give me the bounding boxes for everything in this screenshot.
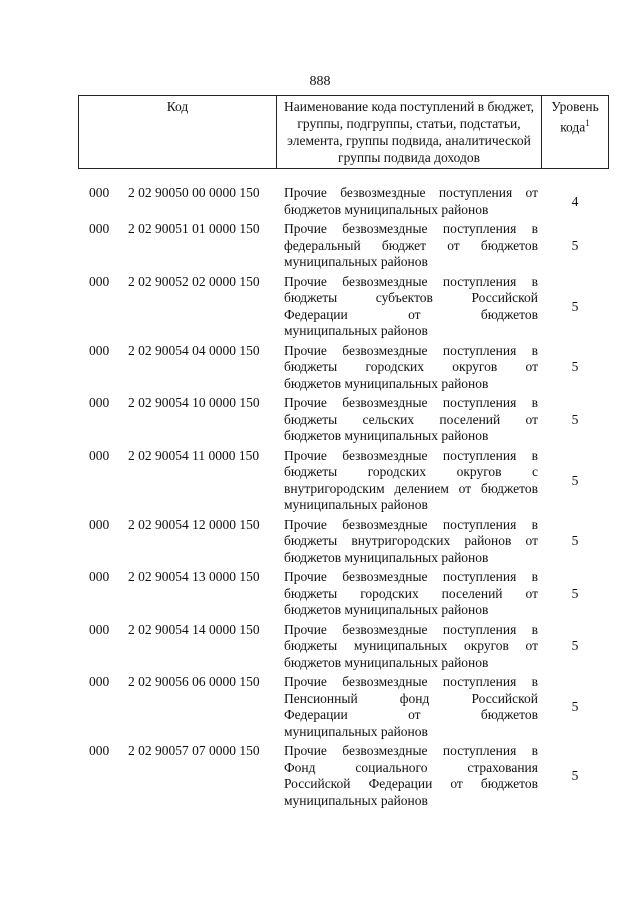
revenue-code: 2 02 90054 11 0000 150 xyxy=(128,447,260,463)
table-row xyxy=(0,343,640,393)
revenue-name xyxy=(284,674,538,740)
revenue-name-line: Федерации от бюджетов xyxy=(284,707,538,722)
admin-code: 000 xyxy=(89,569,110,584)
revenue-code: 2 02 90051 01 0000 150 xyxy=(128,221,260,236)
revenue-name-line: муниципальных районов xyxy=(284,254,428,269)
revenue-code: 2 02 90052 02 0000 150 xyxy=(128,273,260,289)
admin-code: 000 xyxy=(89,342,110,358)
revenue-code: 2 02 90054 12 0000 150 xyxy=(128,516,260,532)
page-number: 888 xyxy=(309,74,331,89)
admin-code: 000 xyxy=(89,185,110,200)
table-row xyxy=(0,622,640,672)
admin-code: 000 xyxy=(89,743,110,758)
admin-code: 000 xyxy=(89,516,110,532)
revenue-name-line: муниципальных районов xyxy=(284,723,428,739)
table-row xyxy=(0,569,640,619)
revenue-code: 2 02 90057 07 0000 150 xyxy=(128,743,260,758)
revenue-name xyxy=(284,395,538,445)
header-name: Наименование кода поступлений в бюджет, группы, подгруппы, статьи, подстатьи, элемента, группы подвида, аналитической группы подвида доходов xyxy=(277,96,542,169)
revenue-code: 2 02 90050 00 0000 150 xyxy=(128,185,260,200)
admin-code: 000 xyxy=(89,621,110,637)
code-level: 5 xyxy=(571,237,579,253)
revenue-name-line: Пенсионный фонд Российской xyxy=(284,690,538,706)
revenue-name xyxy=(284,743,538,809)
revenue-name xyxy=(284,622,538,672)
revenue-name-line: Прочие безвозмездные поступления в xyxy=(284,447,538,463)
revenue-name xyxy=(284,448,538,514)
revenue-name-line: бюджеты внутригородских районов от xyxy=(284,533,538,548)
revenue-name-line: муниципальных районов xyxy=(284,792,428,808)
revenue-name-line: Федерации от бюджетов xyxy=(284,306,538,322)
revenue-name xyxy=(284,221,538,271)
revenue-code: 2 02 90056 06 0000 150 xyxy=(128,674,260,689)
revenue-name xyxy=(284,517,538,567)
code-level: 5 xyxy=(571,359,579,375)
revenue-name-line: Прочие безвозмездные поступления в xyxy=(284,674,538,689)
code-level: 5 xyxy=(571,638,579,654)
table-row xyxy=(0,743,640,809)
header-level xyxy=(542,96,609,169)
revenue-name-line: муниципальных районов xyxy=(284,323,428,338)
revenue-name-line: внутригородским делением от бюджетов xyxy=(284,480,538,496)
revenue-name-line: бюджеты субъектов Российской xyxy=(284,290,538,305)
revenue-name-line: Прочие безвозмездные поступления в xyxy=(284,743,538,758)
revenue-name-line: Прочие безвозмездные поступления в xyxy=(284,273,538,289)
revenue-name xyxy=(284,569,538,619)
header-level-label: Уровень кода xyxy=(551,99,599,135)
revenue-name-line: бюджеты городских поселений от xyxy=(284,585,538,601)
revenue-name-line: Фонд социального страхования xyxy=(284,759,538,775)
revenue-name-line: Прочие безвозмездные поступления в xyxy=(284,342,538,358)
revenue-code: 2 02 90054 10 0000 150 xyxy=(128,395,260,410)
revenue-name xyxy=(284,274,538,340)
table-row xyxy=(0,674,640,740)
revenue-name-line: бюджетов муниципальных районов xyxy=(284,428,489,443)
code-level: 5 xyxy=(571,768,579,783)
table-body xyxy=(0,185,640,812)
revenue-name-line: Российской Федерации от бюджетов xyxy=(284,776,538,791)
revenue-name-line: бюджеты городских округов с xyxy=(284,464,538,479)
admin-code: 000 xyxy=(89,447,110,463)
admin-code: 000 xyxy=(89,221,110,236)
code-level: 5 xyxy=(571,472,579,488)
code-level: 5 xyxy=(571,298,579,314)
table-header xyxy=(78,95,609,169)
admin-code: 000 xyxy=(89,395,110,410)
revenue-code: 2 02 90054 13 0000 150 xyxy=(128,569,260,584)
revenue-name-line: федеральный бюджет от бюджетов xyxy=(284,237,538,253)
revenue-code: 2 02 90054 04 0000 150 xyxy=(128,342,260,358)
table-row xyxy=(0,395,640,445)
revenue-name-line: бюджетов муниципальных районов xyxy=(284,602,489,617)
table-row xyxy=(0,221,640,271)
code-level: 5 xyxy=(571,411,579,427)
revenue-name-line: бюджеты муниципальных округов от xyxy=(284,638,538,653)
table-row xyxy=(0,274,640,340)
admin-code: 000 xyxy=(89,674,110,689)
revenue-name-line: бюджетов муниципальных районов xyxy=(284,375,489,391)
table-row xyxy=(0,185,640,218)
revenue-name-line: Прочие безвозмездные поступления в xyxy=(284,516,538,532)
revenue-name-line: муниципальных районов xyxy=(284,497,428,512)
revenue-name-line: бюджетов муниципальных районов xyxy=(284,654,489,670)
revenue-code: 2 02 90054 14 0000 150 xyxy=(128,621,260,637)
revenue-name-line: бюджетов муниципальных районов xyxy=(284,549,489,565)
revenue-name-line: бюджетов муниципальных районов xyxy=(284,201,489,217)
revenue-name-line: Прочие безвозмездные поступления в xyxy=(284,221,538,236)
revenue-name-line: Прочие безвозмездные поступления от xyxy=(284,185,538,200)
admin-code: 000 xyxy=(89,273,110,289)
revenue-name-line: Прочие безвозмездные поступления в xyxy=(284,621,538,637)
header-level-footnote: 1 xyxy=(585,118,590,128)
revenue-name-line: бюджеты сельских поселений от xyxy=(284,411,538,427)
revenue-name xyxy=(284,185,538,218)
code-level: 4 xyxy=(571,193,579,209)
revenue-name-line: Прочие безвозмездные поступления в xyxy=(284,395,538,410)
code-level: 5 xyxy=(571,585,579,601)
code-level: 5 xyxy=(571,699,579,714)
revenue-name-line: Прочие безвозмездные поступления в xyxy=(284,569,538,584)
revenue-name-line: бюджеты городских округов от xyxy=(284,359,538,374)
table-row xyxy=(0,448,640,514)
code-level: 5 xyxy=(571,533,579,549)
table-row xyxy=(0,517,640,567)
revenue-name xyxy=(284,343,538,393)
header-code: Код xyxy=(79,96,277,169)
